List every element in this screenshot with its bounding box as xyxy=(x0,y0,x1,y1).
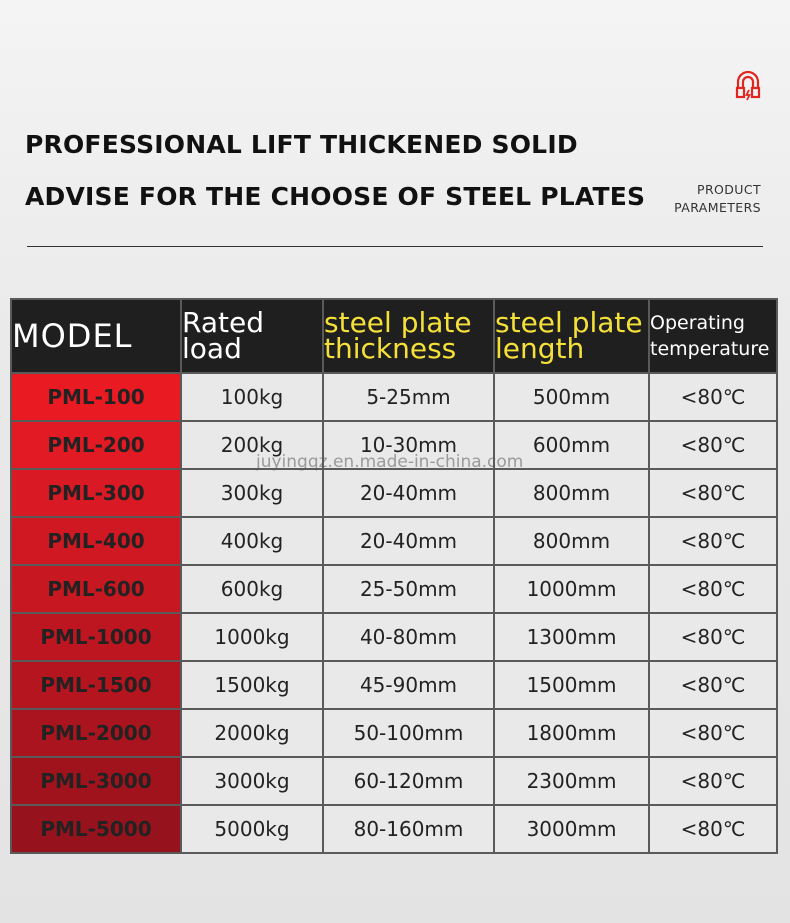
headline-line-2: ADVISE FOR THE CHOOSE OF STEEL PLATES xyxy=(25,182,646,211)
header-temperature xyxy=(649,299,777,373)
temperature-cell: <80℃ xyxy=(649,373,777,421)
model-cell: PML-3000 xyxy=(11,757,181,805)
temperature-cell: <80℃ xyxy=(649,613,777,661)
model-cell: PML-100 xyxy=(11,373,181,421)
rated-load-cell: 100kg xyxy=(181,373,323,421)
rated-load-cell: 400kg xyxy=(181,517,323,565)
rated-load-cell: 1000kg xyxy=(181,613,323,661)
rated-load-cell: 5000kg xyxy=(181,805,323,853)
thickness-cell: 20-40mm xyxy=(323,469,494,517)
length-cell: 1300mm xyxy=(494,613,649,661)
table-row xyxy=(11,565,777,613)
length-cell: 1800mm xyxy=(494,709,649,757)
watermark: juyingqz.en.made-in-china.com xyxy=(256,452,524,472)
magnet-icon xyxy=(733,70,763,102)
rated-load-cell: 600kg xyxy=(181,565,323,613)
table-header-row xyxy=(11,299,777,373)
header-temp-line-2: temperature xyxy=(650,338,770,360)
model-cell: PML-2000 xyxy=(11,709,181,757)
header-divider xyxy=(27,246,763,247)
model-cell: PML-200 xyxy=(11,421,181,469)
rated-load-cell: 1500kg xyxy=(181,661,323,709)
length-cell: 3000mm xyxy=(494,805,649,853)
table-row xyxy=(11,517,777,565)
rated-load-cell: 2000kg xyxy=(181,709,323,757)
length-cell: 1500mm xyxy=(494,661,649,709)
model-cell: PML-600 xyxy=(11,565,181,613)
table-row xyxy=(11,805,777,853)
length-cell: 800mm xyxy=(494,517,649,565)
header-thickness xyxy=(323,299,494,373)
thickness-cell: 80-160mm xyxy=(323,805,494,853)
header-thick-line-1: steel plate xyxy=(324,306,472,339)
model-cell: PML-300 xyxy=(11,469,181,517)
rated-load-cell: 200kg xyxy=(181,421,323,469)
headline-line-1: PROFESSIONAL LIFT THICKENED SOLID xyxy=(25,130,578,159)
product-parameters-label xyxy=(674,181,761,217)
length-cell: 800mm xyxy=(494,469,649,517)
temperature-cell: <80℃ xyxy=(649,517,777,565)
header-load-line-1: Rated xyxy=(182,306,264,339)
temperature-cell: <80℃ xyxy=(649,469,777,517)
params-line-2: PARAMETERS xyxy=(674,200,761,215)
header-load-line-2: load xyxy=(182,332,242,365)
temperature-cell: <80℃ xyxy=(649,757,777,805)
model-cell: PML-5000 xyxy=(11,805,181,853)
table-row xyxy=(11,661,777,709)
temperature-cell: <80℃ xyxy=(649,421,777,469)
header-thick-line-2: thickness xyxy=(324,332,457,365)
length-cell: 1000mm xyxy=(494,565,649,613)
length-cell: 600mm xyxy=(494,421,649,469)
model-cell: PML-400 xyxy=(11,517,181,565)
header-rated-load xyxy=(181,299,323,373)
rated-load-cell: 3000kg xyxy=(181,757,323,805)
table-row xyxy=(11,757,777,805)
header-model: MODEL xyxy=(11,299,181,373)
thickness-cell: 50-100mm xyxy=(323,709,494,757)
temperature-cell: <80℃ xyxy=(649,661,777,709)
thickness-cell: 60-120mm xyxy=(323,757,494,805)
length-cell: 2300mm xyxy=(494,757,649,805)
spec-table xyxy=(10,298,778,854)
table-row xyxy=(11,373,777,421)
params-line-1: PRODUCT xyxy=(697,182,761,197)
temperature-cell: <80℃ xyxy=(649,565,777,613)
temperature-cell: <80℃ xyxy=(649,805,777,853)
header-temp-line-1: Operating xyxy=(650,312,745,334)
table-row xyxy=(11,709,777,757)
header-length-line-1: steel plate xyxy=(495,306,643,339)
length-cell: 500mm xyxy=(494,373,649,421)
table-row xyxy=(11,469,777,517)
thickness-cell: 40-80mm xyxy=(323,613,494,661)
thickness-cell: 45-90mm xyxy=(323,661,494,709)
header-length-line-2: length xyxy=(495,332,585,365)
temperature-cell: <80℃ xyxy=(649,709,777,757)
model-cell: PML-1000 xyxy=(11,613,181,661)
table-row xyxy=(11,613,777,661)
model-cell: PML-1500 xyxy=(11,661,181,709)
thickness-cell: 10-30mm xyxy=(323,421,494,469)
rated-load-cell: 300kg xyxy=(181,469,323,517)
thickness-cell: 20-40mm xyxy=(323,517,494,565)
thickness-cell: 5-25mm xyxy=(323,373,494,421)
thickness-cell: 25-50mm xyxy=(323,565,494,613)
header-length xyxy=(494,299,649,373)
